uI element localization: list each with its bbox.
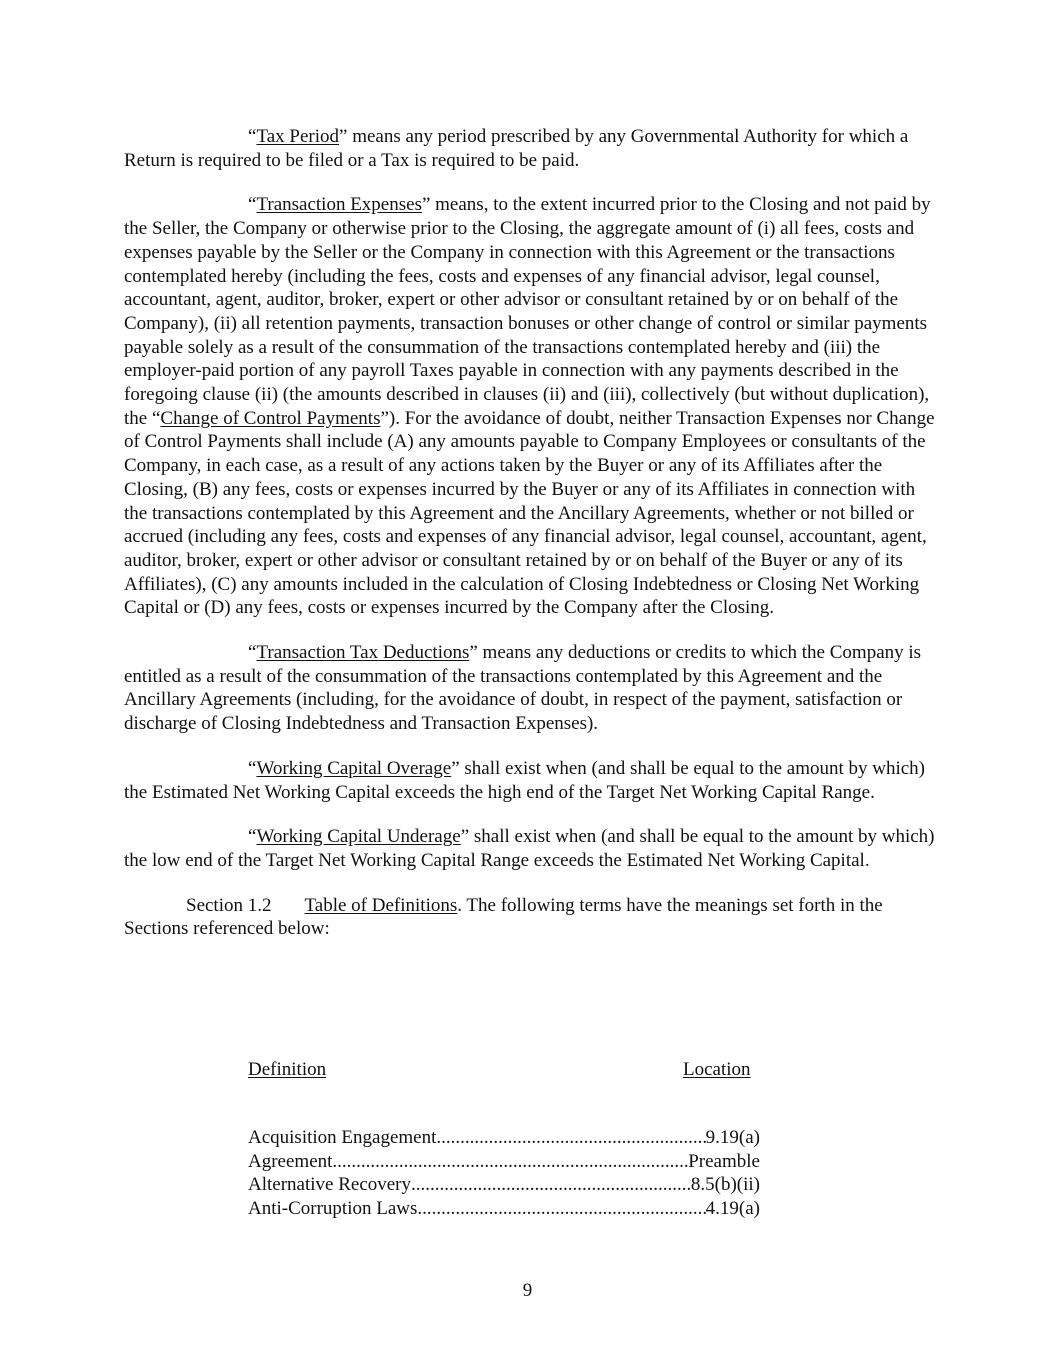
defined-term: Transaction Expenses: [256, 194, 422, 216]
row-location: 8.5(b)(ii): [690, 1174, 760, 1196]
definition-text-continued: ”). For the avoidance of doubt, neither Transaction Expenses nor Change of Control Payments shall include (A) any amounts payable to Company Employees or consultants of the Company, in each case, as a result of any actions taken by the Buyer or any of its Affiliates after the Closing, (B) any fees, costs or expenses incurred by the Buyer or any of its Affiliates in connection with the transactions contemplated by this Agreement and the Ancillary Agreements, whether or not billed or accrued (including any fees, costs and expenses of any financial advisor, legal counsel, accountant, agent, auditor, broker, expert or other advisor or consultant retained by or on behalf of the Buyer or any of its Affiliates), (C) any amounts included in the calculation of Closing Indebtedness or Closing Net Working Capital or (D) any fees, costs or expenses incurred by the Company after the Closing.: [124, 407, 935, 619]
row-term: Alternative Recovery: [248, 1174, 412, 1196]
row-term: Acquisition Engagement: [248, 1127, 437, 1148]
defined-term: Transaction Tax Deductions: [256, 642, 470, 664]
dot-leader: [411, 1173, 691, 1197]
header-definition: Definition: [248, 1059, 327, 1080]
table-row: [248, 1126, 760, 1150]
definition-transaction-tax-deductions: [124, 641, 936, 736]
definitions-table-rows: [248, 1126, 768, 1221]
row-term: Agreement: [248, 1150, 333, 1172]
definitions-table: [248, 1058, 768, 1221]
definition-working-capital-overage: [124, 757, 936, 804]
section-1-2: [124, 894, 936, 941]
row-term: Anti-Corruption Laws: [248, 1198, 418, 1220]
section-title: Table of Definitions: [304, 894, 458, 916]
definitions-table-header: [248, 1058, 768, 1082]
open-quote: “: [248, 826, 257, 848]
open-quote: “: [248, 126, 257, 147]
defined-term: Tax Period: [256, 126, 340, 147]
table-row: [248, 1150, 760, 1174]
row-location: Preamble: [688, 1150, 760, 1172]
dot-leader: [436, 1126, 705, 1150]
page-number: 9: [522, 1280, 533, 1301]
table-row: [248, 1197, 760, 1221]
definition-text: ” shall exist when (and shall be equal to the amount by which) the Estimated Net Working Capital exceeds the high end of the Target Net Working Capital Range.: [124, 757, 926, 803]
definition-tax-period: [124, 125, 936, 172]
defined-term-inner: Change of Control Payments: [160, 407, 381, 429]
row-location: 4.19(a): [705, 1198, 760, 1220]
definition-transaction-expenses: [124, 193, 936, 620]
open-quote: “: [248, 757, 257, 779]
definition-text: ” means any deductions or credits to which the Company is entitled as a result of the consummation of the transactions contemplated by this Agreement and the Ancillary Agreements (including, for the avoidance of doubt, in respect of the payment, satisfaction or discharge of Closing Indebtedness and Transaction Expenses).: [124, 642, 922, 735]
open-quote: “: [248, 194, 257, 216]
header-location: Location: [683, 1059, 751, 1080]
section-number: Section 1.2: [186, 894, 272, 916]
definition-text: ” shall exist when (and shall be equal to the amount by which) the low end of the Target Net Working Capital Range exceeds the Estimated Net Working Capital.: [124, 826, 935, 871]
section-text: . The following terms have the meanings set forth in the Sections referenced below:: [124, 894, 883, 940]
dot-leader: [332, 1150, 688, 1174]
defined-term: Working Capital Overage: [256, 757, 452, 779]
definition-text: ” means, to the extent incurred prior to the Closing and not paid by the Seller, the Company or otherwise prior to the Closing, the aggregate amount of (i) all fees, costs and expenses payable by the Seller or the Company in connection with this Agreement or the transactions contemplated hereby (including the fees, costs and expenses of any financial advisor, legal counsel, accountant, agent, auditor, broker, expert or other advisor or consultant retained by or on behalf of the Company), (ii) all retention payments, transaction bonuses or other change of control or similar payments payable solely as a result of the consummation of the transactions contemplated hereby and (iii) the employer-paid portion of any payroll Taxes payable in connection with any payments described in the foregoing clause (ii) (the amounts described in clauses (ii) and (iii), collectively (but without duplication), the “: [124, 194, 931, 429]
document-body: [124, 125, 936, 962]
row-location: 9.19(a): [705, 1127, 760, 1148]
table-row: [248, 1173, 760, 1197]
dot-leader: [417, 1197, 705, 1221]
defined-term: Working Capital Underage: [256, 826, 461, 848]
definition-text: ” means any period prescribed by any Governmental Authority for which a Return is required to be filed or a Tax is required to be paid.: [124, 126, 909, 171]
open-quote: “: [248, 642, 257, 664]
definition-working-capital-underage: [124, 825, 936, 872]
